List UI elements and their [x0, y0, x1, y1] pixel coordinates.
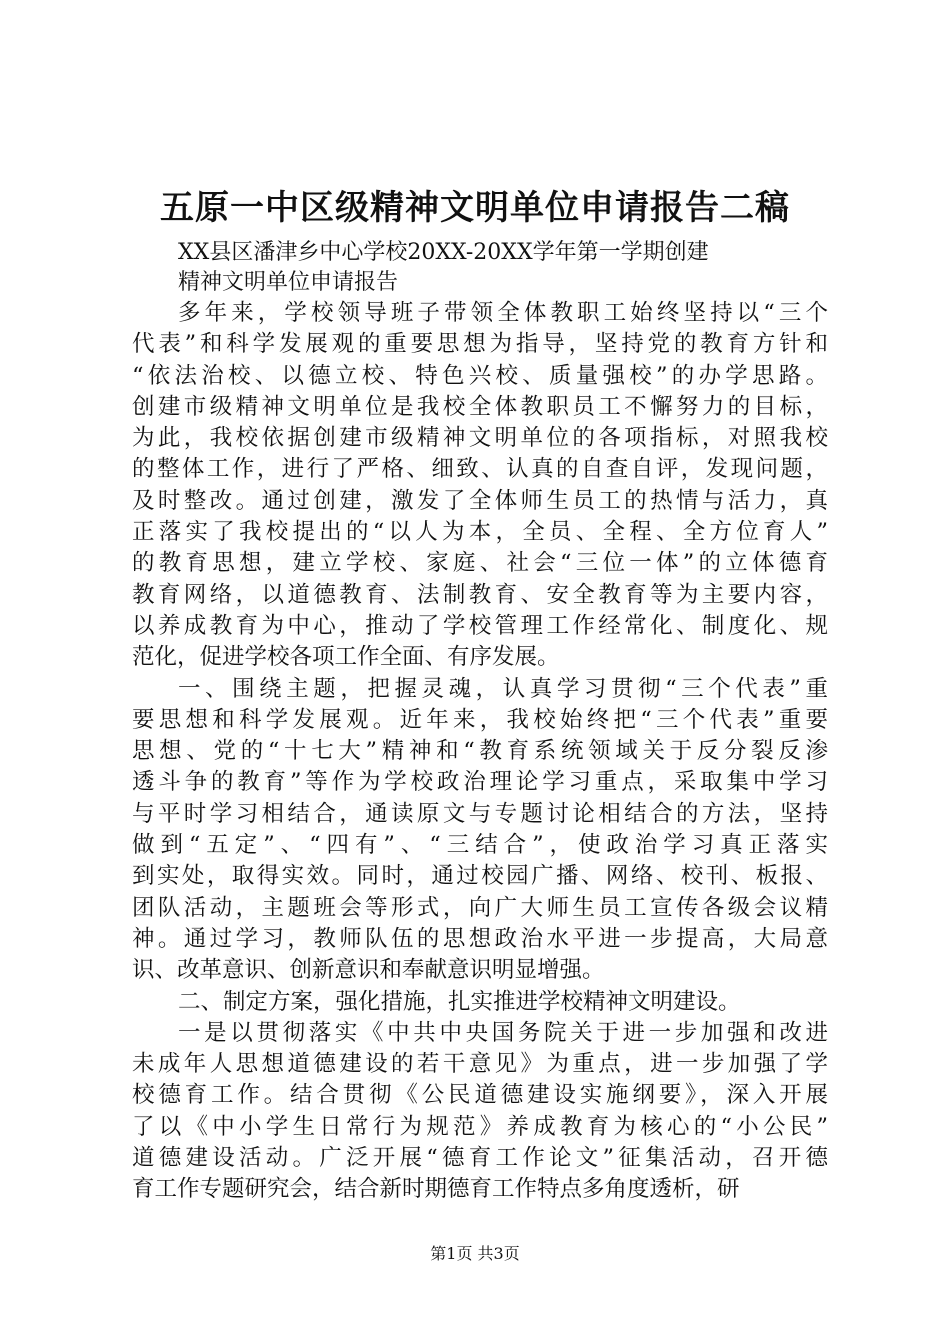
paragraph-line: 及时整改。通过创建，激发了全体师生员工的热情与活力，真 [132, 487, 828, 514]
paragraph-line: 思想、党的“十七大”精神和“教育系统领域关于反分裂反渗 [132, 738, 828, 765]
document-body [132, 298, 828, 1206]
paragraph-line: 团队活动，主题班会等形式，向广大师生员工宣传各级会议精 [132, 894, 828, 921]
paragraph-line: 做到“五定”、“四有”、“三结合”，使政治学习真正落实 [132, 832, 828, 859]
paragraph-line: “依法治校、以德立校、特色兴校、质量强校”的办学思路。 [132, 362, 828, 389]
paragraph-line: 二、制定方案，强化措施，扎实推进学校精神文明建设。 [178, 988, 741, 1015]
paragraph-line: 教育网络，以道德教育、法制教育、安全教育等为主要内容， [132, 581, 828, 608]
paragraph-line: 为此，我校依据创建市级精神文明单位的各项指标，对照我校 [132, 425, 828, 452]
paragraph-line: 一是以贯彻落实《中共中央国务院关于进一步加强和改进 [178, 1019, 828, 1046]
paragraph-line: 要思想和科学发展观。近年来，我校始终把“三个代表”重要 [132, 706, 828, 733]
paragraph-line: 育工作专题研究会，结合新时期德育工作特点多角度透析，研 [132, 1176, 740, 1203]
paragraph-line: 校德育工作。结合贯彻《公民道德建设实施纲要》，深入开展 [132, 1082, 828, 1109]
paragraph-line: 识、改革意识、创新意识和奉献意识明显增强。 [132, 957, 605, 984]
subtitle-line: 精神文明单位申请报告 [178, 270, 399, 295]
paragraph-line: 多年来，学校领导班子带领全体教职工始终坚持以“三个 [178, 300, 828, 326]
paragraph [132, 674, 828, 987]
paragraph-line: 一、围绕主题，把握灵魂，认真学习贯彻“三个代表”重 [178, 675, 828, 702]
paragraph-line: 正落实了我校提出的“以人为本，全员、全程、全方位育人” [132, 519, 828, 546]
document-subtitle [178, 238, 709, 298]
paragraph-line: 以养成教育为中心，推动了学校管理工作经常化、制度化、规 [132, 612, 828, 639]
paragraph-line: 了以《中小学生日常行为规范》养成教育为核心的“小公民” [132, 1113, 828, 1140]
paragraph [132, 987, 828, 1018]
paragraph [132, 1018, 828, 1206]
subtitle-line: XX县区潘津乡中心学校20XX-20XX学年第一学期创建 [178, 240, 709, 265]
paragraph-line: 道德建设活动。广泛开展“德育工作论文”征集活动，召开德 [132, 1145, 828, 1172]
paragraph-line: 的教育思想，建立学校、家庭、社会“三位一体”的立体德育 [132, 550, 828, 577]
paragraph-line: 代表”和科学发展观的重要思想为指导，坚持党的教育方针和 [132, 331, 828, 358]
paragraph-line: 未成年人思想道德建设的若干意见》为重点，进一步加强了学 [132, 1051, 828, 1078]
paragraph-line: 神。通过学习，教师队伍的思想政治水平进一步提高，大局意 [132, 925, 828, 952]
document-title: 五原一中区级精神文明单位申请报告二稿 [160, 188, 790, 228]
page-footer: 第1页 共3页 [430, 1244, 520, 1263]
paragraph-line: 到实处，取得实效。同时，通过校园广播、网络、校刊、板报、 [132, 863, 828, 890]
paragraph-line: 范化，促进学校各项工作全面、有序发展。 [132, 644, 560, 671]
paragraph-line: 透斗争的教育”等作为学校政治理论学习重点，采取集中学习 [132, 769, 828, 796]
paragraph-line: 的整体工作，进行了严格、细致、认真的自查自评，发现问题， [132, 456, 828, 483]
paragraph-line: 创建市级精神文明单位是我校全体教职员工不懈努力的目标， [132, 393, 828, 420]
paragraph [132, 298, 828, 674]
paragraph-line: 与平时学习相结合，通读原文与专题讨论相结合的方法，坚持 [132, 800, 828, 827]
